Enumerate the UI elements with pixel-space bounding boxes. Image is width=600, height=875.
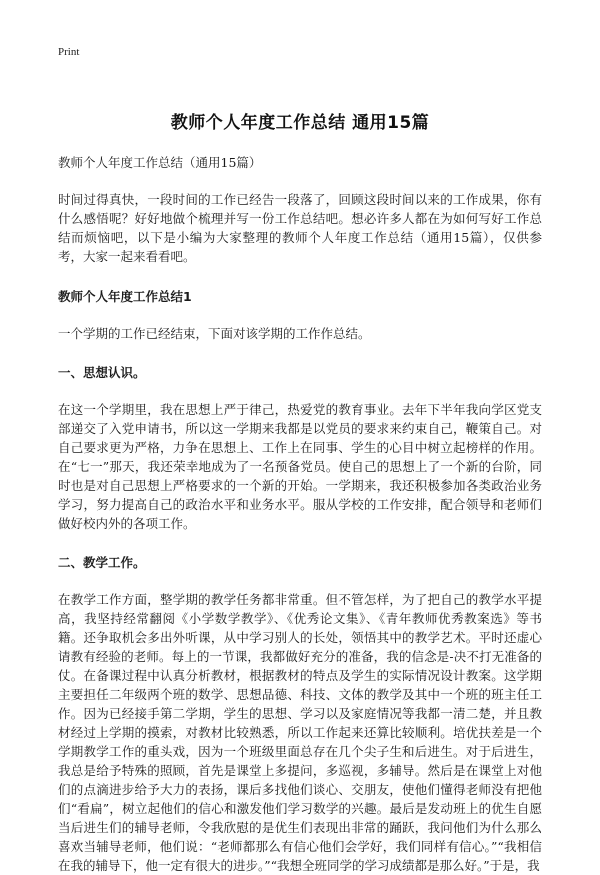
document-subtitle: 教师个人年度工作总结（通用15篇） — [58, 155, 262, 170]
thought-paragraph: 在这一个学期里，我在思想上严于律己，热爱党的教育事业。去年下半年我向学区党支部递交了入党申请书，所以这一学期来我都是以党员的要求来约束自己，鞭策自己。对自己要求更为严格，力争在思想上、工作上在同事、学生的心目中树立起榜样的作用。在“七一”那天，我还荣幸地成为了一名预备党员。使自己的思想上了一个新的台阶，同时也是对自己思想上严格要求的一个新的开始。一学期来，我还积极参加各类政治业务学习，努力提高自己的政治水平和业务水平。服从学校的工作安排，配合领导和老师们做好校内外的各项工作。 — [58, 402, 542, 531]
print-link[interactable]: Print — [58, 46, 80, 58]
section-heading-1: 教师个人年度工作总结1 — [58, 289, 192, 304]
section-lead-paragraph: 一个学期的工作已经结束，下面对该学期的工作作总结。 — [58, 326, 371, 341]
teaching-paragraph: 在教学工作方面，整学期的教学任务都非常重。但不管怎样，为了把自己的教学水平提高，我坚持经常翻阅《小学数学教学》、《优秀论文集》、《青年教师优秀教案选》等书籍。还争取机会多出外听课，从中学习别人的长处，领悟其中的教学艺术。平时还虚心请教有经验的老师。每上的一节课，我都做好充分的准备，我的信念是-决不打无准备的仗。在备课过程中认真分析教材，根据教材的特点及学生的实际情况设计教案。这学期主要担任二年级两个班的数学、思想品德、科技、文体的教学及其中一个班的班主任工作。因为已经接手第二学期，学生的思想、学习以及家庭情况等我都一清二楚，并且教材经过上学期的摸索，对教材比较熟悉，所以工作起来还算比较顺利。培优扶差是一个学期教学工作的重头戏，因为一个班级里面总存在几个尖子生和后进生。对于后进生，我总是给予特殊的照顾，首先是课堂上多提问，多巡视，多辅导。然后是在课堂上对他们的点滴进步给予大力的表扬，课后多找他们谈心、交朋友，使他们懂得老师没有把他们“看扁”，树立起他们的信心和激发他们学习数学的兴趣。最后是发动班上的优生自愿当后进生们的辅导老师，令我欣慰的是优生们表现出非常的踊跃，我问他们为什么那么喜欢当辅导老师，他们说：“老师都那么有信心他们会学好，我们同样有信心。”“我相信在我的辅导下，他一定有很大的进步。”“我想全班同学的学习成绩都是那么好。”于是，我 — [58, 592, 542, 873]
intro-paragraph: 时间过得真快，一段时间的工作已经告一段落了，回顾这段时间以来的工作成果，你有什么感悟呢？好好地做个梳理并写一份工作总结吧。想必许多人都在为如何写好工作总结而烦恼吧，以下是小编为大家整理的教师个人年度工作总结（通用15篇），仅供参考，大家一起来看看吧。 — [58, 192, 542, 264]
part-heading-thought: 一、思想认识。 — [58, 365, 146, 380]
part-heading-teaching: 二、教学工作。 — [58, 555, 146, 570]
page-title: 教师个人年度工作总结 通用15篇 — [170, 113, 430, 133]
